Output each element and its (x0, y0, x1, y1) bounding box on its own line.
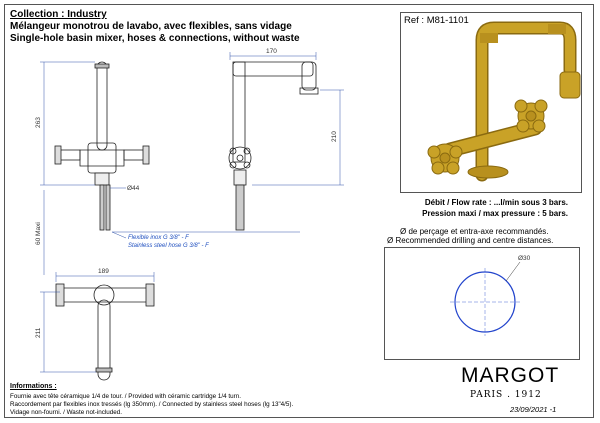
drilling-diameter: Ø30 (518, 255, 531, 262)
hose-label-french: Flexible inox G 3/8" - F (128, 235, 189, 241)
drilling-note-french: Ø de perçage et entra-axe recommandés. (400, 227, 549, 236)
dimension-width: 189 (98, 268, 109, 275)
info-line: Raccordement par flexibles inox tressés (lg 350mm). / Connected by stainless steel hoses (lg 13"4/5). (10, 401, 294, 408)
top-view (56, 284, 154, 380)
info-line: Fournie avec tête céramique 1/4 de tour. / Provided with céramic cartridge 1/4 turn. (10, 393, 242, 400)
dimension-depth: 211 (35, 327, 42, 338)
info-heading: Informations : (10, 383, 57, 390)
reference-number: Ref : M81-1101 (404, 15, 469, 26)
side-view (229, 62, 318, 230)
dimension-body-diameter: Ø44 (127, 185, 140, 192)
max-pressure: Pression maxi / max pressure : 5 bars. (422, 209, 568, 218)
dimension-flexible: 60 Maxi (35, 222, 42, 245)
front-view (55, 62, 149, 230)
dimension-lines (40, 52, 344, 372)
drilling-note-english: Ø Recommended drilling and centre distances. (387, 236, 554, 245)
title-french: Mélangeur monotrou de lavabo, avec flexibles, sans vidage (10, 21, 292, 32)
drilling-box (384, 247, 580, 360)
hose-label-english: Stainless steel hose G 3/8" - F (128, 243, 209, 249)
collection-title: Collection : Industry (10, 9, 107, 20)
dimension-spout-height: 210 (331, 131, 338, 142)
document-date: 23/09/2021 -1 (510, 405, 557, 414)
flow-rate: Débit / Flow rate : ...l/min sous 3 bars. (424, 198, 568, 207)
brand-tagline: PARIS . 1912 (470, 390, 542, 400)
title-english: Single-hole basin mixer, hoses & connections, without waste (10, 33, 300, 44)
specs-block (422, 197, 568, 219)
reference-box (400, 12, 582, 193)
info-line: Vidage non-fourni. / Waste not-included. (10, 409, 123, 416)
dimension-height: 263 (35, 117, 42, 128)
dimension-spout-reach: 170 (266, 48, 277, 55)
brand-logo: MARGOT (461, 364, 560, 387)
